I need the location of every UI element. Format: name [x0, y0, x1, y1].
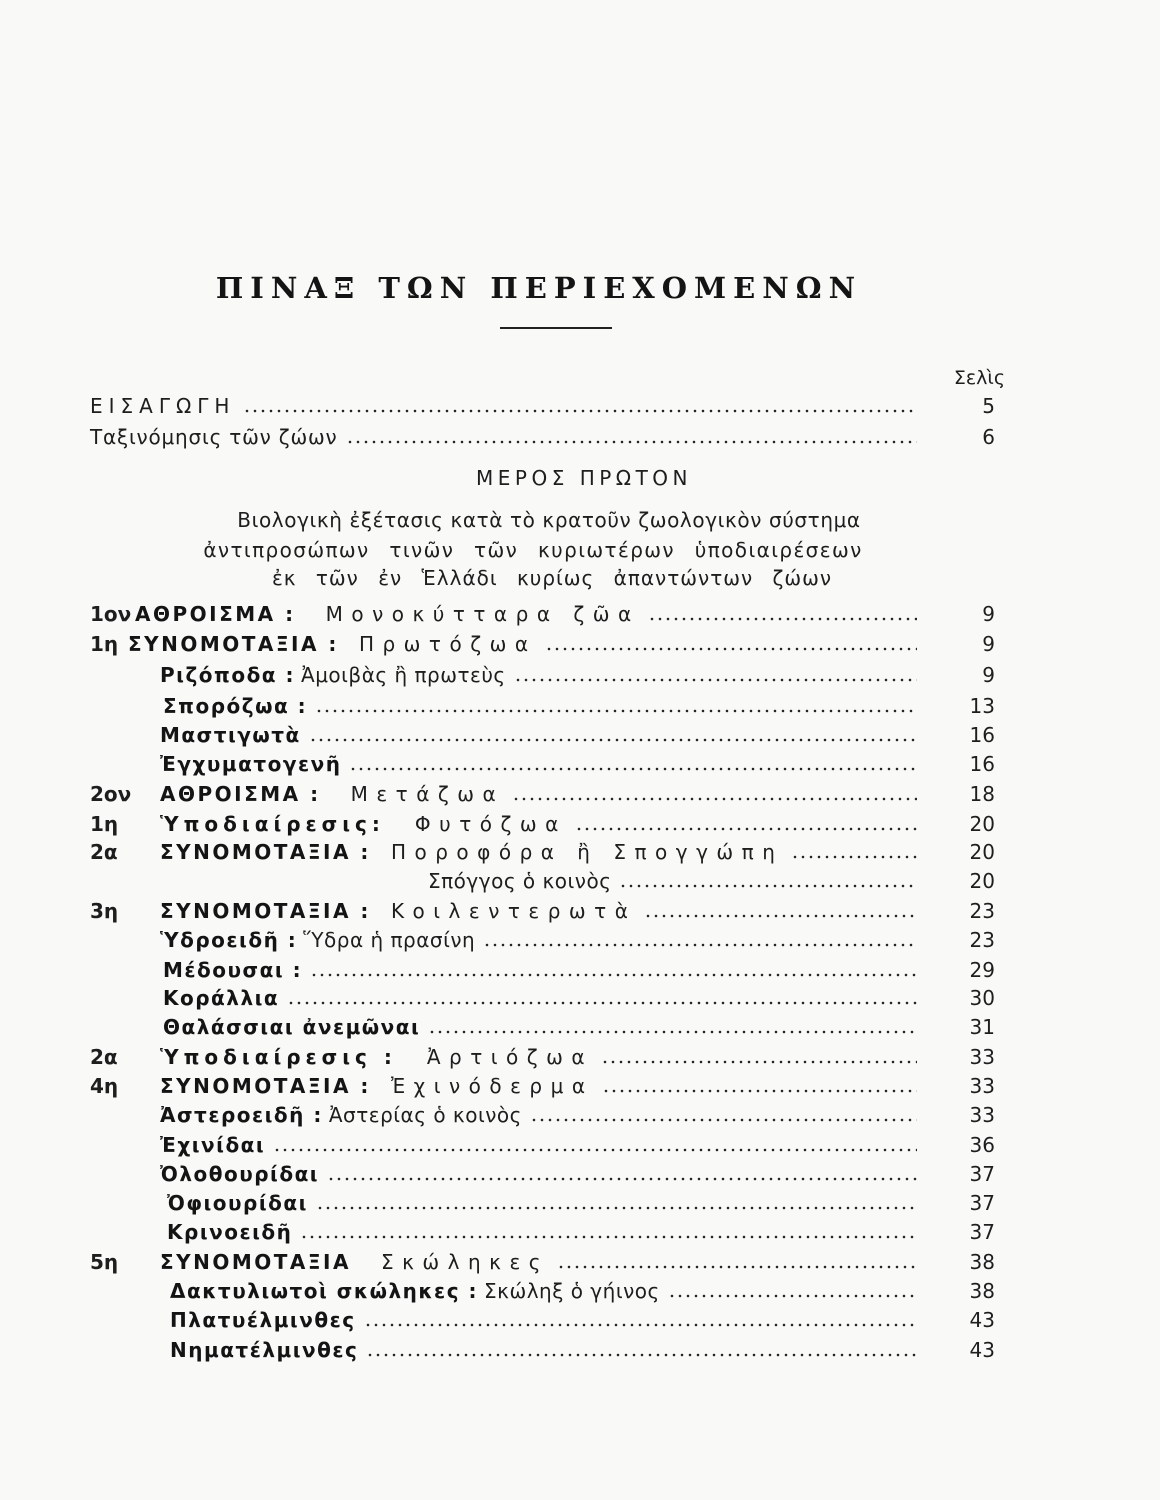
toc-row — [90, 810, 995, 838]
page-number: 33 — [969, 1045, 995, 1069]
entry-heading: Ὑδροειδῆ : — [160, 928, 298, 952]
entry-heading: Ριζόποδα : — [160, 663, 296, 687]
toc-row — [90, 1013, 995, 1041]
entry-text: Πρωτόζωα — [358, 632, 537, 656]
entry-heading: ΣΥΝΟΜΟΤΑΞΙΑ : — [160, 899, 371, 923]
page-number: 36 — [969, 1133, 995, 1157]
page-number: 33 — [969, 1103, 995, 1127]
page-number: 23 — [969, 928, 995, 952]
dot-leader — [327, 1177, 917, 1181]
entry-text: Ἐχινόδερμα — [390, 1074, 594, 1098]
dot-leader — [315, 709, 917, 713]
page-number: 37 — [969, 1162, 995, 1186]
toc-row — [90, 926, 995, 954]
toc-row — [90, 1131, 995, 1159]
entry-heading: Ὀφιουρίδαι — [167, 1191, 308, 1215]
dot-leader — [791, 855, 917, 859]
toc-row — [90, 956, 995, 984]
dot-leader — [428, 1030, 917, 1034]
toc-row — [90, 721, 995, 749]
toc-row — [90, 1189, 995, 1217]
page-number: 38 — [969, 1279, 995, 1303]
entry-heading: Μέδουσαι : — [163, 958, 303, 982]
page-number: 20 — [969, 812, 995, 836]
dot-leader — [644, 914, 917, 918]
toc-row — [90, 1072, 995, 1100]
entry-text: Ἀρτιόζωα — [426, 1045, 594, 1069]
dot-leader — [601, 1060, 917, 1064]
dot-leader — [309, 738, 917, 742]
entry-number: 2ον — [90, 782, 132, 806]
entry-text: Ποροφόρα ἢ Σπογγώπη — [390, 840, 784, 864]
entry-number: 2α — [90, 840, 118, 864]
entry-heading: ΣΥΝΟΜΟΤΑΞΙΑ — [160, 1250, 351, 1274]
toc-row — [90, 867, 995, 895]
part-subtitle-line: ἀντιπροσώπων τινῶν τῶν κυριωτέρων ὑποδιαιρέσεων — [203, 538, 863, 562]
toc-row — [90, 692, 995, 720]
toc-row — [90, 1336, 995, 1364]
page-number: 37 — [969, 1220, 995, 1244]
page-number: 33 — [969, 1074, 995, 1098]
dot-leader — [316, 1206, 917, 1210]
toc-row — [90, 630, 995, 658]
toc-title: ΠΙΝΑΞ ΤΩΝ ΠΕΡΙΕΧΟΜΕΝΩΝ — [215, 271, 863, 305]
page-number: 6 — [982, 425, 995, 449]
entry-heading: Νηματέλμινθες — [170, 1338, 359, 1362]
toc-row — [90, 661, 995, 689]
entry-heading: Θαλάσσιαι ἀνεμῶναι — [163, 1015, 421, 1039]
dot-leader — [310, 973, 917, 977]
toc-row — [90, 1101, 995, 1129]
page-number: 18 — [969, 782, 995, 806]
entry-heading: Ἐχινίδαι — [160, 1133, 266, 1157]
dot-leader — [287, 1001, 917, 1005]
toc-row — [90, 1277, 995, 1305]
entry-text: Μονοκύτταρα ζῶα — [325, 602, 640, 626]
entry-heading: Κοράλλια — [163, 986, 280, 1010]
entry-heading: Πλατυέλμινθες — [170, 1308, 356, 1332]
dot-leader — [300, 1235, 917, 1239]
entry-heading: ΑΘΡΟΙΣΜΑ : — [135, 602, 296, 626]
dot-leader — [619, 884, 917, 888]
entry-number: 1η — [90, 812, 119, 836]
toc-row — [90, 1306, 995, 1334]
entry-label: ΕΙΣΑΓΩΓΗ — [90, 394, 236, 418]
page-number: 23 — [969, 899, 995, 923]
entry-heading: Κρινοειδῆ — [167, 1220, 293, 1244]
entry-heading: Ἀστεροειδῆ : — [160, 1103, 323, 1127]
page-number: 16 — [969, 752, 995, 776]
entry-heading: Ὀλοθουρίδαι — [160, 1162, 320, 1186]
dot-leader — [514, 678, 917, 682]
page-number: 16 — [969, 723, 995, 747]
toc-row — [90, 750, 995, 778]
entry-heading: ΣΥΝΟΜΟΤΑΞΙΑ : — [160, 840, 371, 864]
entry-text: Ἀστερίας ὁ κοινὸς — [328, 1103, 522, 1127]
entry-heading: Μαστιγωτὰ — [160, 723, 301, 747]
entry-heading: Ὑποδιαίρεσις : — [160, 1045, 397, 1069]
dot-leader — [602, 1089, 917, 1093]
dot-leader — [364, 1323, 917, 1327]
entry-number: 1η — [90, 632, 119, 656]
entry-number: 1ον — [90, 602, 132, 626]
entry-text: Φυτόζωα — [414, 812, 567, 836]
dot-leader — [483, 943, 917, 947]
entry-heading: ΑΘΡΟΙΣΜΑ : — [160, 782, 321, 806]
page-number: 30 — [969, 986, 995, 1010]
dot-leader — [668, 1294, 917, 1298]
entry-heading: ΣΥΝΟΜΟΤΑΞΙΑ : — [160, 1074, 371, 1098]
page-number: 9 — [982, 632, 995, 656]
page-number: 43 — [969, 1338, 995, 1362]
page-number: 43 — [969, 1308, 995, 1332]
entry-heading: Δακτυλιωτοὶ σκώληκες : — [170, 1279, 479, 1303]
entry-text: Κοιλεντερωτὰ — [390, 899, 637, 923]
toc-row — [90, 984, 995, 1012]
page-number: 37 — [969, 1191, 995, 1215]
dot-leader — [530, 1118, 917, 1122]
part-subtitle-line: Βιολογικὴ ἐξέτασις κατὰ τὸ κρατοῦν ζωολογικὸν σύστημα — [237, 508, 861, 532]
dot-leader — [557, 1265, 917, 1269]
entry-number: 4η — [90, 1074, 119, 1098]
toc-row — [90, 600, 995, 628]
toc-row — [90, 392, 995, 420]
entry-text: Σκώληξ ὁ γήινος — [484, 1279, 660, 1303]
dot-leader — [349, 767, 917, 771]
entry-text: Σκώληκες — [380, 1250, 549, 1274]
toc-row — [90, 780, 995, 808]
dot-leader — [512, 797, 917, 801]
page-number: 5 — [982, 394, 995, 418]
dot-leader — [273, 1148, 917, 1152]
dot-leader — [648, 617, 917, 621]
page-number: 31 — [969, 1015, 995, 1039]
entry-heading: Ἐγχυματογενῆ — [160, 752, 342, 776]
toc-row — [90, 897, 995, 925]
dot-leader — [545, 647, 917, 651]
entry-text: Ὕδρα ἡ πρασίνη — [303, 928, 476, 952]
entry-number: 5η — [90, 1250, 119, 1274]
page-number: 13 — [969, 694, 995, 718]
page-number: 9 — [982, 602, 995, 626]
dot-leader — [346, 440, 917, 444]
page-number: 38 — [969, 1250, 995, 1274]
toc-row — [90, 1218, 995, 1246]
part-subtitle-line: ἐκ τῶν ἐν Ἑλλάδι κυρίως ἀπαντώντων ζώων — [271, 566, 833, 590]
entry-heading: ΣΥΝΟΜΟΤΑΞΙΑ : — [128, 632, 339, 656]
entry-label: Ταξινόμησις τῶν ζώων — [90, 425, 338, 449]
entry-number: 2α — [90, 1045, 118, 1069]
entry-heading: Ὑποδιαίρεσις: — [160, 812, 385, 836]
toc-row — [90, 1160, 995, 1188]
entry-text: Σπόγγος ὁ κοινὸς — [428, 869, 612, 893]
entry-text: Ἀμοιβὰς ἢ πρωτεὺς — [301, 663, 506, 687]
page-number: 20 — [969, 869, 995, 893]
part-heading: ΜΕΡΟΣ ΠΡΩΤΟΝ — [476, 466, 692, 490]
page-number: 9 — [982, 663, 995, 687]
entry-heading: Σπορόζωα : — [163, 694, 308, 718]
dot-leader — [243, 409, 917, 413]
dot-leader — [366, 1353, 917, 1357]
entry-text: Μετάζωα — [350, 782, 505, 806]
toc-row — [90, 423, 995, 451]
page-column-label: Σελὶς — [953, 367, 1005, 389]
page-number: 29 — [969, 958, 995, 982]
toc-row — [90, 1248, 995, 1276]
title-rule — [500, 327, 612, 329]
entry-number: 3η — [90, 899, 119, 923]
dot-leader — [575, 827, 917, 831]
toc-row — [90, 838, 995, 866]
page-number: 20 — [969, 840, 995, 864]
toc-row — [90, 1043, 995, 1071]
